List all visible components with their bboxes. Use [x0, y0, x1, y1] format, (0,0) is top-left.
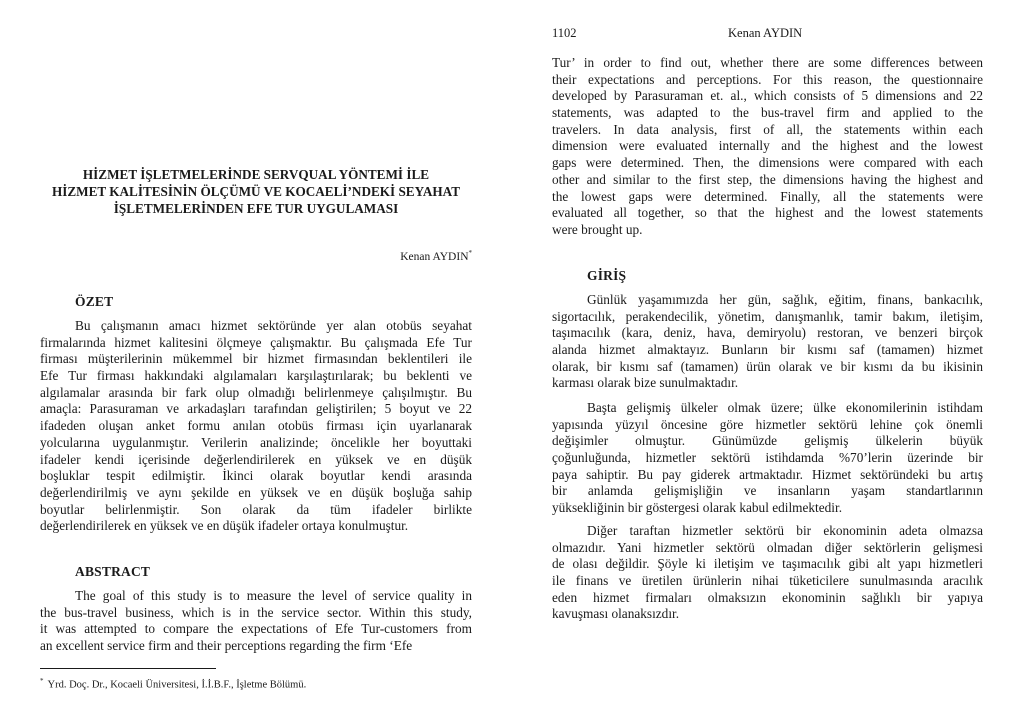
text-line: Başta gelişmiş ülkeler olmak üzere; ülke ekonomilerinin istihdam — [587, 400, 983, 415]
abstract-paragraph — [40, 588, 472, 655]
text-line: statements, was adapted to the bus-travel firm and applied to the — [552, 105, 983, 121]
footnote-mark: * — [40, 677, 44, 685]
ozet-paragraph — [40, 318, 472, 535]
giris-paragraph-2 — [552, 400, 983, 517]
text-line: firmalarında hizmet kalitesini ölçmeye çalışmaktır. Bu çalışmada Efe Tur — [40, 334, 472, 350]
text-line: their expectations and perceptions. For this reason, the questionnaire — [552, 71, 983, 87]
text-line: algılamalar arasında bir fark olup olmadığı belirlenmeye çalışılmıştır. Bu — [40, 384, 472, 400]
text-line: gaps were determined. Then, the dimensions were compared with each — [552, 155, 983, 171]
text-line: Tur’ in order to find out, whether there are some differences between — [552, 55, 983, 70]
author-name — [400, 249, 472, 263]
text-line: evaluated all together, so that the highest and the lowest statements — [552, 205, 983, 221]
text-line: karması olarak bize sunulmaktadır. — [552, 375, 739, 391]
text-line: an excellent service firm and their perceptions regarding the firm ‘Efe — [40, 638, 413, 654]
text-line: travelers. In data analysis, first of all, the statements within each — [552, 121, 983, 137]
giris-paragraph-1 — [552, 292, 983, 392]
text-line: it was attempted to compare the expectations of Efe Tur-customers from — [40, 621, 472, 637]
text-line: sigortacılık, perakendecilik, yönetim, danışmanlık, tamir bakım, iletişim, — [552, 308, 983, 324]
text-line: değerlendirilerek en yüksek ve en düşük ifadeler ortaya konulmuştur. — [40, 518, 409, 534]
text-line: the bus-travel business, which is in the service sector. Within this study, — [40, 604, 472, 620]
text-line: alanda hizmet almaktayız. Bunların bir kısmı saf (tamamen) hizmet — [552, 342, 983, 358]
text-line: yolcularına uygulanmıştır. Verilerin analizinde; öncelikle her boyuttaki — [40, 434, 472, 450]
text-line: paya sahiptir. Bu pay giderek artmaktadır. Hizmet sektöründeki bu artış — [552, 466, 983, 482]
text-line: the lowest gaps were determined. Finally, all the statements were — [552, 188, 983, 204]
text-line: Efe Tur firması hakkındaki algılamaları karşılaştırılarak; bu beklenti ve — [40, 368, 472, 384]
paper-title — [40, 166, 472, 217]
ozet-heading: ÖZET — [75, 294, 114, 309]
text-line: dimension were evaluated internally and the highest and the lowest — [552, 138, 983, 154]
footnote — [40, 677, 306, 691]
author-footnote-mark: * — [468, 249, 472, 257]
text-line: boşluklar tespit edilmiştir. İkinci olarak boyutlar kendi arasında — [40, 468, 472, 484]
text-line: değerlendirilmiş ve aynı şekilde en yüksek ve en düşük boşluğa sahip — [40, 484, 472, 500]
right-page — [512, 0, 1024, 724]
text-line: taşımacılık (kara, deniz, hava, demiryolu) restoran, ve benzeri birçok — [552, 325, 983, 341]
text-line: ile finans ve üretilen ürünlerin nihai tüketicilere sunulmasında aracılık — [552, 573, 983, 589]
text-line: kavuşması olanaksızdır. — [552, 606, 680, 622]
giris-paragraph-3 — [552, 523, 983, 623]
text-line: olmazıdır. Yani hizmetler sektörü olmadan diğer sektörlerin gelişmesi — [552, 539, 983, 555]
text-line: ifadeler kendi içerisinde değerlendirilerek en yüksek ve en düşük — [40, 451, 472, 467]
abstract-continued-paragraph — [552, 55, 983, 239]
title-line: HİZMET İŞLETMELERİNDE SERVQUAL YÖNTEMİ İLE — [82, 167, 430, 182]
text-line: çoğunluğunda, hizmetler sektörü istihdamda %70’lerin üzerinde bir — [552, 450, 983, 466]
text-line: yapısında yüzyıl öncesine göre hizmetler sektörü lehine çok önemli — [552, 416, 983, 432]
text-line: boyutlar belirlenmiştir. Son olarak da tüm ifadeler birlikte — [40, 501, 472, 517]
text-line: amaçla: Parasuraman ve arkadaşları tarafından geliştirilen; 5 boyut ve 22 — [40, 401, 472, 417]
footnote-rule — [40, 668, 216, 669]
abstract-heading: ABSTRACT — [75, 564, 151, 579]
text-line: were brought up. — [552, 221, 643, 237]
text-line: ifadeden oluşan anket formu anılan otobüs firması için uyarlanarak — [40, 418, 472, 434]
text-line: Diğer taraftan hizmetler sektörü bir ekonominin adeta olmazsa — [587, 523, 983, 538]
text-line: Günlük yaşamımızda her gün, sağlık, eğitim, finans, bankacılık, — [587, 292, 983, 307]
text-line: developed by Parasuraman et. al., which consists of 5 dimensions and 22 — [552, 88, 983, 104]
text-line: bir anlamda gelişmişliğin ve insanların yaşam standartlarının — [552, 483, 983, 499]
text-line: eden hizmet firmaları olmaksızın ekonominin sağlıklı bir yapıya — [552, 589, 983, 605]
text-line: Bu çalışmanın amacı hizmet sektöründe yer alan otobüs seyahat — [75, 318, 472, 333]
footnote-text: Yrd. Doç. Dr., Kocaeli Üniversitesi, İ.İ.B.F., İşletme Bölümü. — [47, 679, 307, 691]
running-head: Kenan AYDIN — [728, 26, 803, 40]
giris-heading: GİRİŞ — [587, 268, 627, 283]
text-line: yüksekliğinin bir göstergesi olarak kabul edilmektedir. — [552, 500, 843, 516]
text-line: değişimler olmuştur. Günümüzde gelişmiş ülkelerin büyük — [552, 433, 983, 449]
author-label: Kenan AYDIN — [400, 250, 469, 263]
text-line: The goal of this study is to measure the level of service quality in — [75, 588, 472, 603]
page-number: 1102 — [552, 26, 577, 40]
text-line: olarak, bir kısmı saf (tamamen) ürün olarak ve bir kısmı da bu ikisinin — [552, 358, 983, 374]
title-line: HİZMET KALİTESİNİN ÖLÇÜMÜ VE KOCAELİ’NDEKİ SEYAHAT — [51, 184, 461, 199]
text-line: firması müşterilerinin mükemmel bir hizmet firmasından beklentileri ile — [40, 351, 472, 367]
text-line: de olası değildir. Şöyle ki iletişim ve taşımacılık gibi alt yapı hizmetleri — [552, 556, 983, 572]
text-line: other and similar to the first step, the dimensions having the highest and — [552, 171, 983, 187]
title-line: İŞLETMELERİNDEN EFE TUR UYGULAMASI — [113, 201, 399, 216]
